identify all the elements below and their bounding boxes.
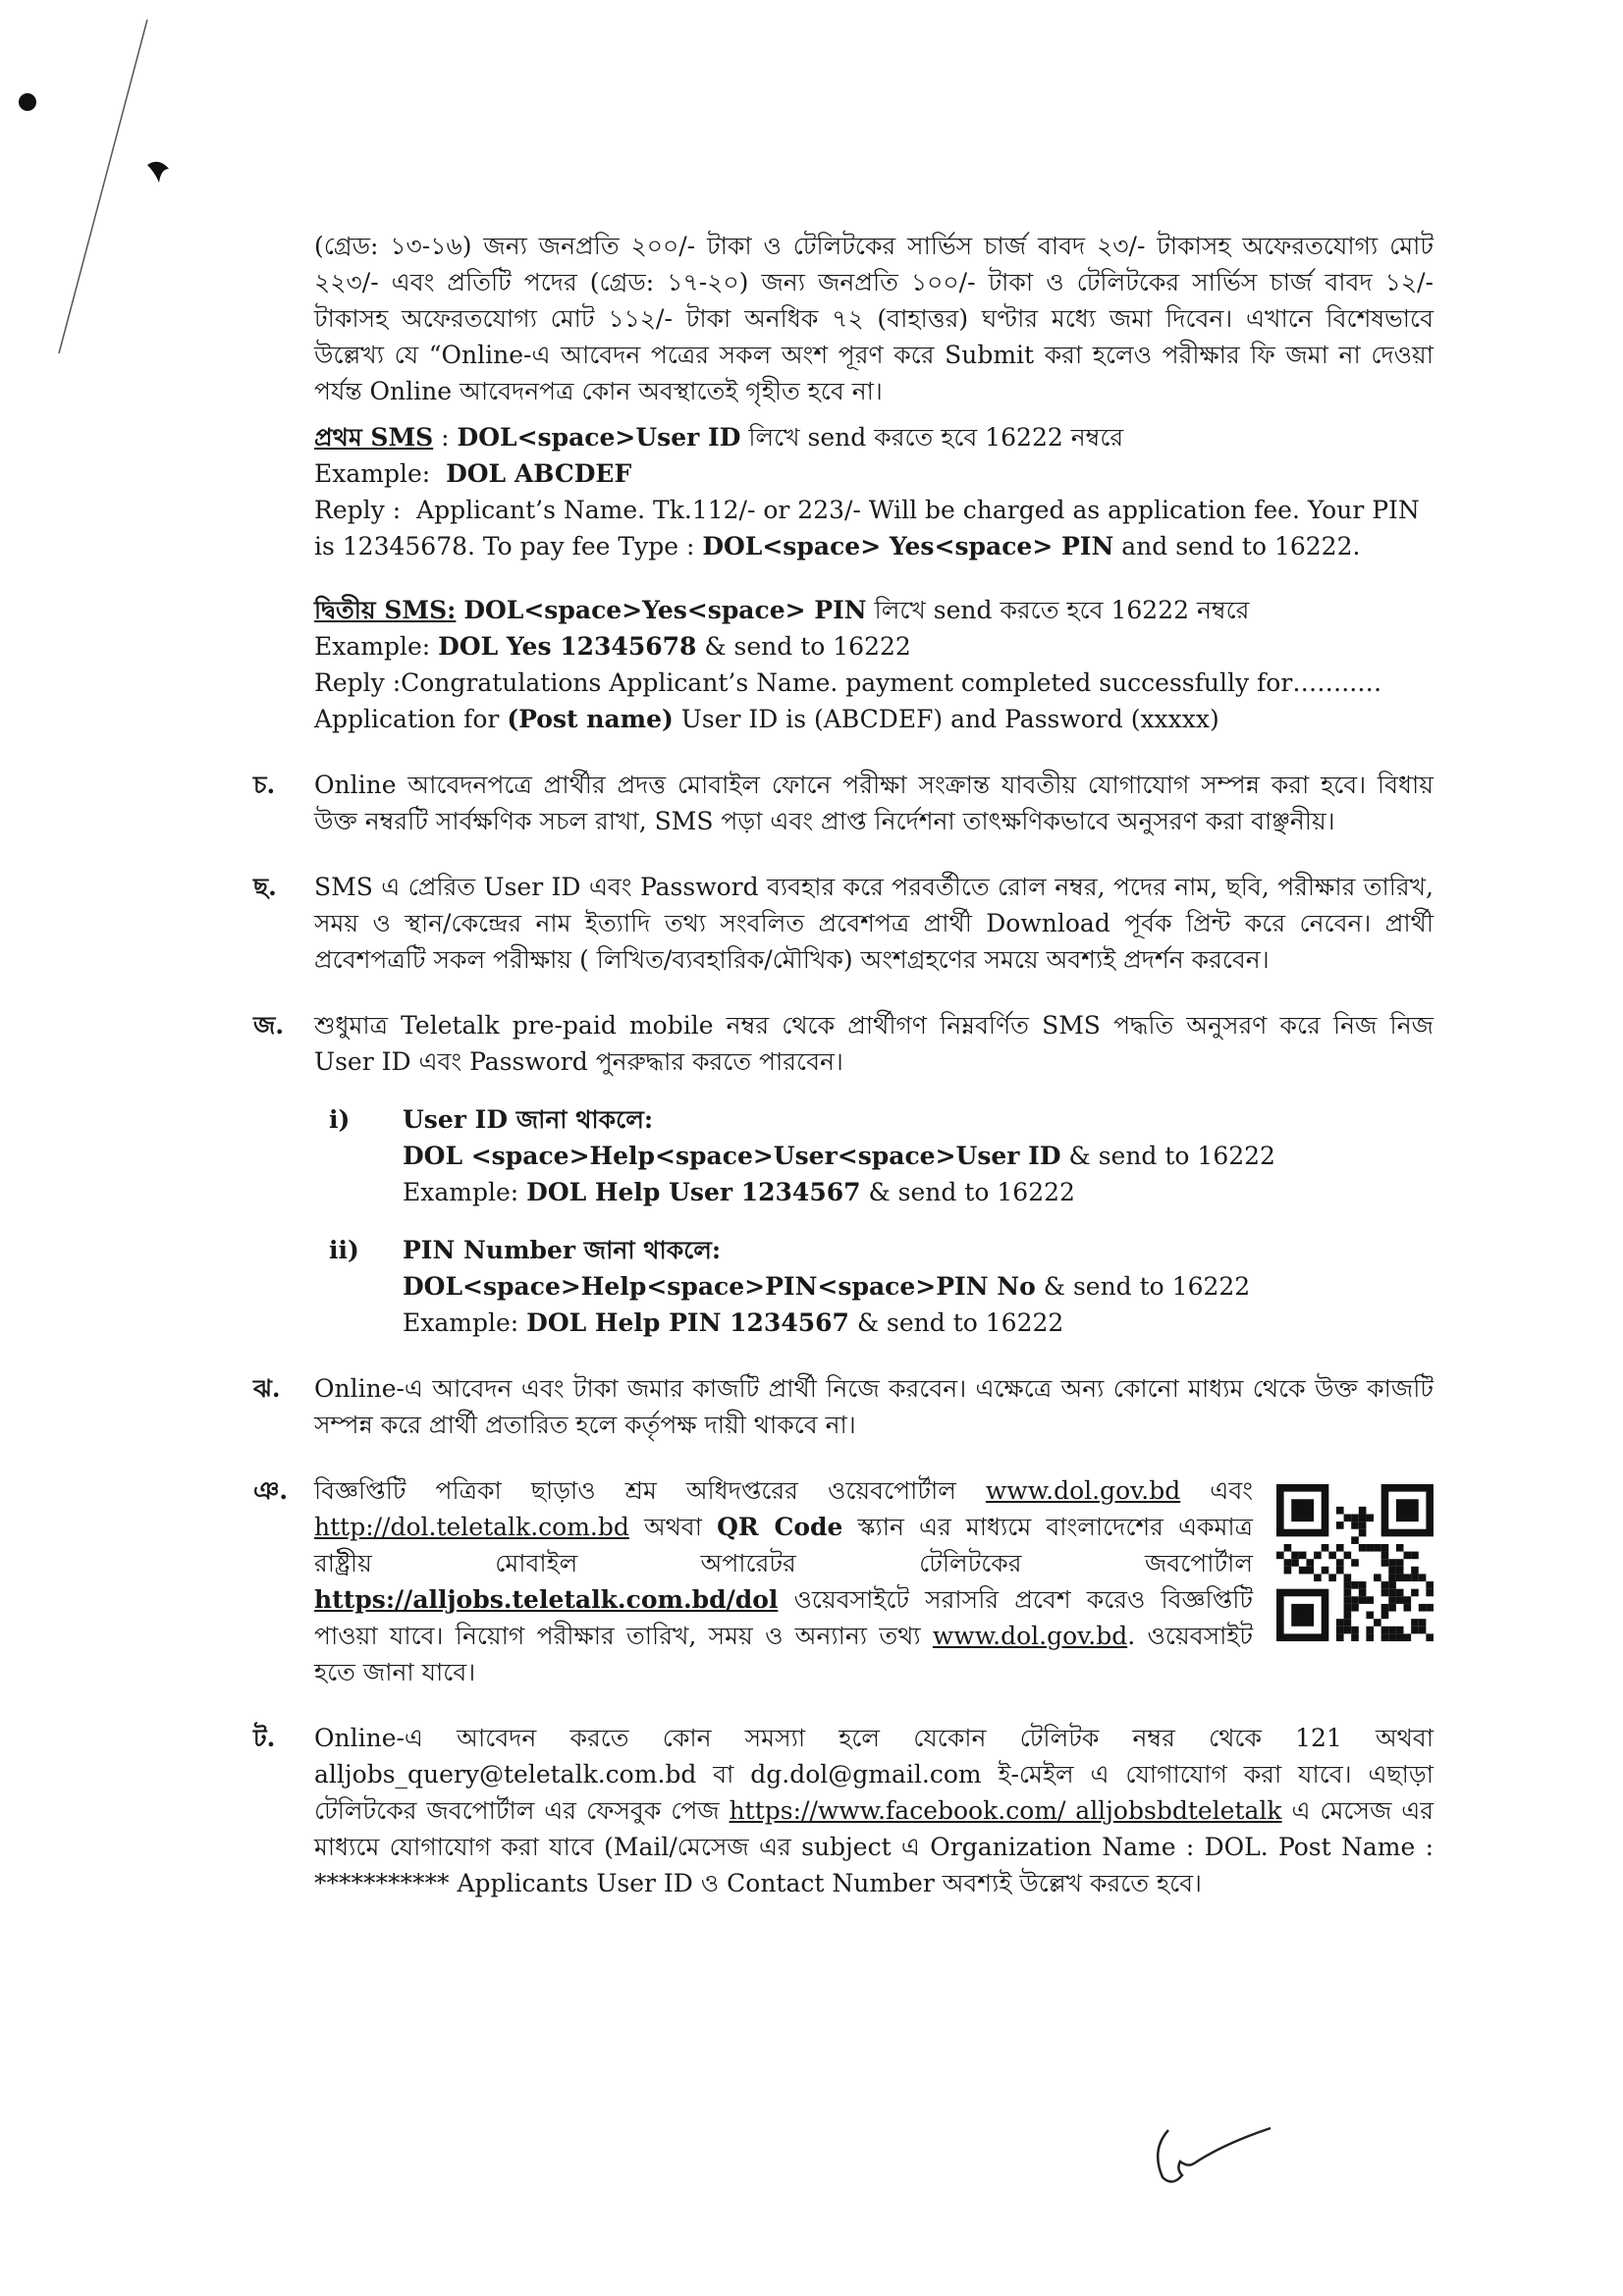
alljobs-dol-link[interactable]: https://alljobs.teletalk.com.bd/dol	[314, 1585, 779, 1614]
item-nya	[253, 1472, 1434, 1690]
nya-text-1: বিজ্ঞপ্তিটি পত্রিকা ছাড়াও শ্রম অধিদপ্তরের ওয়েবপোর্টাল	[314, 1476, 986, 1505]
nya-text-4: স্ক্যান এর মাধ্যমে বাংলাদেশের একমাত্র রাষ্ট্রীয় মোবাইল অপারেটর টেলিটকের জবপোর্টাল	[314, 1513, 1254, 1577]
first-sms-example-value: DOL ABCDEF	[446, 459, 632, 488]
first-sms-line	[314, 419, 1434, 455]
sub-item-pin-command	[403, 1268, 1434, 1305]
sub-item-user-id-title: User ID জানা থাকলে:	[403, 1105, 654, 1134]
item-chha-marker: ছ.	[253, 873, 277, 901]
sub2-command-tail: & send to 16222	[1035, 1272, 1251, 1301]
first-sms-reply-tail: and send to 16222.	[1113, 532, 1361, 561]
sub-item-pin-example	[403, 1305, 1434, 1341]
sub-item-user-id-command	[403, 1138, 1434, 1174]
sub2-example-tail: & send to 16222	[848, 1308, 1064, 1337]
facebook-page-link[interactable]: https://www.facebook.com/ alljobsbdteletalk	[729, 1796, 1282, 1825]
second-sms-example	[314, 628, 1434, 665]
second-sms-application	[314, 701, 1434, 737]
first-sms-example	[314, 455, 1434, 492]
first-sms-reply	[314, 492, 1434, 564]
second-sms-app-prefix: Application for	[314, 705, 508, 733]
second-sms-app-post: (Post name)	[507, 705, 674, 733]
scan-artefacts	[0, 0, 196, 412]
second-sms-example-tail: & send to 16222	[696, 632, 911, 661]
second-sms-example-value: DOL Yes 12345678	[438, 632, 697, 661]
sub-item-pin-title: PIN Number জানা থাকলে:	[403, 1236, 722, 1264]
second-sms-line	[314, 592, 1434, 628]
sub1-example-tail: & send to 16222	[860, 1178, 1075, 1206]
item-ta-text	[314, 1720, 1434, 1901]
nya-text-5: ওয়েবসাইটে সরাসরি প্রবেশ করেও বিজ্ঞপ্তিটি পাওয়া যাবে। নিয়োগ পরীক্ষার তারিখ, সময় ও অন্যান্য তথ্য	[314, 1585, 1253, 1650]
ta-text-2: এ মেসেজ এর মাধ্যমে যোগাযোগ করা যাবে (Mail/মেসেজ এর subject এ Organization Name : DOL. Post Name : *********** Applicants User ID ও Contact Number অবশ্যই উল্লেখ করতে হবে।	[314, 1796, 1434, 1897]
sub-item-pin-marker: ii)	[329, 1236, 359, 1264]
item-nya-marker: ঞ.	[253, 1476, 289, 1505]
sub2-example-label: Example:	[403, 1308, 519, 1337]
intro-paragraph: (গ্রেড: ১৩-১৬) জন্য জনপ্রতি ২০০/- টাকা ও টেলিটকের সার্ভিস চার্জ বাবদ ২৩/- টাকাসহ অফেরতযোগ্য মোট ২২৩/- এবং প্রতিটি পদের (গ্রেড: ১৭-২০) জন্য জনপ্রতি ১০০/- টাকা ও টেলিটকের সার্ভিস চার্জ বাবদ ১২/- টাকাসহ অফেরতযোগ্য মোট ১১২/- টাকা অনধিক ৭২ (বাহাত্তর) ঘণ্টার মধ্যে জমা দিবেন। এখানে বিশেষভাবে উল্লেখ্য যে “Online-এ আবেদন পত্রের সকল অংশ পূরণ করে Submit করা হলেও পরীক্ষার ফি জমা না দেওয়া পর্যন্ত Online আবেদনপত্র কোন অবস্থাতেই গৃহীত হবে না।	[314, 232, 1434, 405]
dol-portal-link-2[interactable]: www.dol.gov.bd	[932, 1622, 1128, 1650]
first-sms-example-label: Example:	[314, 459, 431, 488]
item-ta-marker: ট.	[253, 1724, 276, 1752]
item-cha-marker: চ.	[253, 771, 276, 799]
sub1-example-label: Example:	[403, 1178, 519, 1206]
item-ta	[253, 1720, 1434, 1901]
item-chha-text: SMS এ প্রেরিত User ID এবং Password ব্যবহার করে পরবর্তীতে রোল নম্বর, পদের নাম, ছবি, পরীক্ষার তারিখ, সময় ও স্থান/কেন্দ্রের নাম ইত্যাদি তথ্য সংবলিত প্রবেশপত্র প্রার্থী Download পূর্বক প্রিন্ট করে নেবেন। প্রার্থী প্রবেশপত্রটি সকল পরীক্ষায় ( লিখিত/ব্যবহারিক/মৌখিক) অংশগ্রহণের সময়ে অবশ্যই প্রদর্শন করবেন।	[314, 873, 1434, 974]
sub2-command: DOL<space>Help<space>PIN<space>PIN No	[403, 1272, 1036, 1301]
item-jha-text: Online-এ আবেদন এবং টাকা জমার কাজটি প্রার্থী নিজে করবেন। এক্ষেত্রে অন্য কোনো মাধ্যম থেকে উক্ত কাজটি সম্পন্ন করে প্রার্থী প্রতারিত হলে কর্তৃপক্ষ দায়ী থাকবে না।	[314, 1374, 1434, 1439]
sub2-example-value: DOL Help PIN 1234567	[526, 1308, 849, 1337]
ta-text-1: Online-এ আবেদন করতে কোন সমস্যা হলে যেকোন টেলিটক নম্বর থেকে 121 অথবা alljobs_query@teletalk.com.bd বা dg.dol@gmail.com ই-মেইল এ যোগাযোগ করা যাবে। এছাড়া টেলিটকের জবপোর্টাল এর ফেসবুক পেজ	[314, 1724, 1434, 1825]
signature-mark	[1139, 2110, 1276, 2199]
first-sms-reply-text: Applicant’s Name. Tk.112/- or 223/- Will be charged as application fee. Your PIN is 12345678. To pay fee Type :	[314, 496, 1420, 561]
sub-item-user-id-marker: i)	[329, 1105, 351, 1134]
sub-item-pin	[329, 1232, 1434, 1341]
item-ja-marker: জ.	[253, 1011, 285, 1040]
qr-code-label: QR Code	[717, 1513, 843, 1541]
item-jha-marker: ঝ.	[253, 1374, 281, 1403]
item-chha	[253, 869, 1434, 978]
dol-portal-link[interactable]: www.dol.gov.bd	[985, 1476, 1181, 1505]
nya-text-2: এবং	[1180, 1476, 1254, 1505]
second-sms-reply: Reply :Congratulations Applicant’s Name. payment completed successfully for……..…	[314, 668, 1382, 697]
first-sms-label: প্রথম SMS	[314, 423, 434, 452]
first-sms-instruction: লিখে send করতে হবে 16222 নম্বরে	[740, 423, 1124, 452]
first-sms-block	[314, 419, 1434, 564]
item-cha-text: Online আবেদনপত্রে প্রার্থীর প্রদত্ত মোবাইল ফোনে পরীক্ষা সংক্রান্ত যাবতীয় যোগাযোগ সম্পন্ন করা হবে। বিধায় উক্ত নম্বরটি সার্বক্ষণিক সচল রাখা, SMS পড়া এবং প্রাপ্ত নির্দেশনা তাৎক্ষণিকভাবে অনুসরণ করা বাঞ্ছনীয়।	[314, 771, 1434, 835]
nya-text-3: অথবা	[628, 1513, 718, 1541]
second-sms-example-label: Example:	[314, 632, 431, 661]
item-ja-text: শুধুমাত্র Teletalk pre-paid mobile নম্বর থেকে প্রার্থীগণ নিম্নবর্ণিত SMS পদ্ধতি অনুসরণ করে নিজ নিজ User ID এবং Password পুনরুদ্ধার করতে পারবেন।	[314, 1011, 1434, 1076]
nya-text-6: . ওয়েবসাইট হতে জানা যাবে।	[314, 1622, 1253, 1686]
first-sms-command: DOL<space>User ID	[457, 423, 741, 452]
teletalk-dol-link[interactable]: http://dol.teletalk.com.bd	[314, 1513, 629, 1541]
first-sms-reply-command: DOL<space> Yes<space> PIN	[702, 532, 1114, 561]
sub1-example-value: DOL Help User 1234567	[526, 1178, 861, 1206]
second-sms-block	[314, 592, 1434, 737]
item-ja	[253, 1007, 1434, 1341]
item-cha	[253, 767, 1434, 839]
second-sms-command: DOL<space>Yes<space> PIN	[463, 596, 867, 624]
first-sms-reply-label: Reply :	[314, 496, 402, 524]
sub1-command: DOL <space>Help<space>User<space>User ID	[403, 1142, 1061, 1170]
item-nya-text	[314, 1472, 1434, 1690]
qr-code-graphic	[1276, 1484, 1434, 1641]
second-sms-instruction: লিখে send করতে হবে 16222 নম্বরে	[866, 596, 1250, 624]
sub-item-user-id	[329, 1101, 1434, 1210]
sub1-command-tail: & send to 16222	[1060, 1142, 1275, 1170]
sub-item-user-id-example	[403, 1174, 1434, 1210]
second-sms-label: দ্বিতীয় SMS:	[314, 596, 457, 624]
second-sms-app-tail: User ID is (ABCDEF) and Password (xxxxx)	[673, 705, 1219, 733]
first-sms-sep: :	[433, 423, 458, 452]
item-jha	[253, 1370, 1434, 1443]
qr-code-icon	[1276, 1484, 1434, 1641]
document-body	[253, 228, 1434, 1901]
